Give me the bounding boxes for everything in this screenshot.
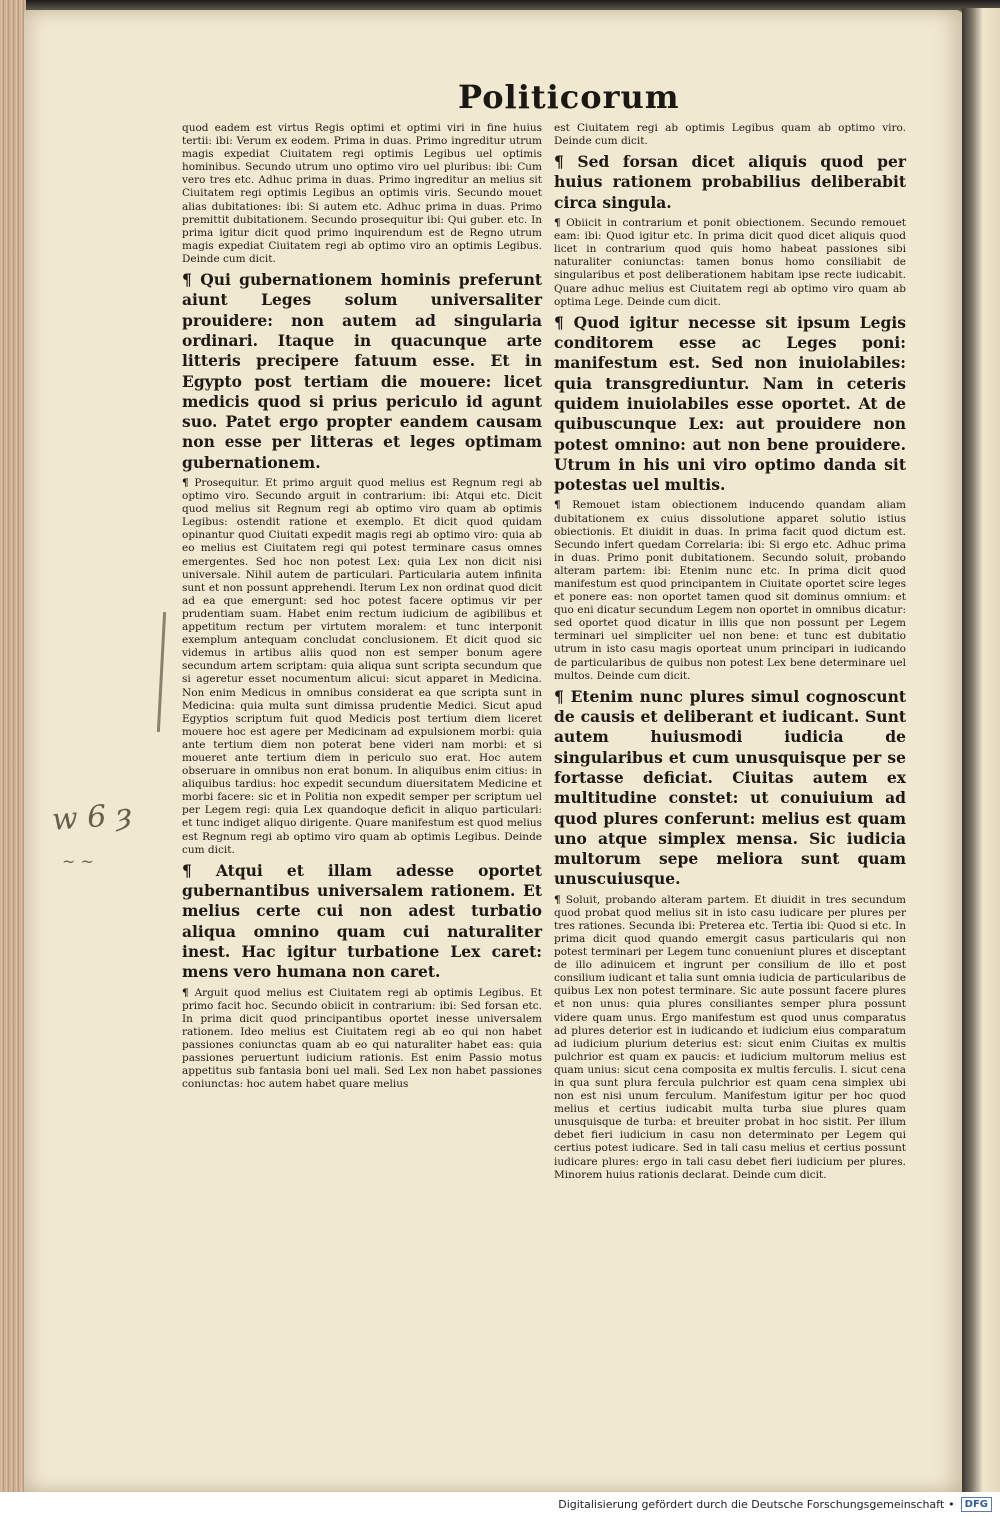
left-text-column xyxy=(182,122,542,1095)
credit-bullet: • xyxy=(948,1497,955,1511)
right-text-column xyxy=(554,122,906,1186)
commentary-paragraph: ¶ Remouet istam obiectionem inducendo quandam aliam dubitationem ex cuius dissolutione apparet solutio istius obiectionis. Et diuidit in duas. In prima facit quod dictum est. Secundo infert quedam Correlaria: ibi: Si ergo etc. Adhuc prima in duas. Primo ponit dubitationem. Secundo soluit, probando alteram partem: ibi: Etenim nunc etc. In prima dicit quod manifestum est quod principantem in Ciuitate oportet scire leges et ponere eas: non oportet tamen quod sit dominus omnium: et quo eni dicatur secundum Legem non oportet in omnibus dicatur: sed oportet quod dicatur in illis que non possunt per Legem terminari uel simpliciter uel non bene: et tunc est dubitatio utrum in isto casu magis oporteat unum principari in iudicando de particularibus de quibus non potest Lex bene determinare uel multos. Deinde cum dicit. xyxy=(554,499,906,682)
commentary-paragraph: est Ciuitatem regi ab optimis Legibus quam ab optimo viro. Deinde cum dicit. xyxy=(554,122,906,148)
digitization-credit-bar xyxy=(0,1492,1000,1516)
dfg-logo: DFG xyxy=(961,1497,992,1512)
main-text-paragraph: ¶ Qui gubernationem hominis preferunt aiunt Leges solum universaliter prouidere: non autem ad singularia ordinari. Itaque in quacunque arte litteris precipere fatuum esse. Et in Egypto post tertiam die mouere: licet medicis quod si prius periculo id agunt suo. Patet ergo propter eandem causam non esse per litteras et leges optimam gubernationem. xyxy=(182,270,542,472)
running-head: Politicorum xyxy=(458,78,680,116)
main-text-paragraph: ¶ Sed forsan dicet aliquis quod per huius rationem probabilius deliberabit circa singula. xyxy=(554,152,906,212)
commentary-paragraph: ¶ Prosequitur. Et primo arguit quod melius est Regnum regi ab optimo viro. Secundo arguit in contrarium: ibi: Atqui etc. Dicit quod melius sit Regnum regi ab optimo viro quam ab optimis Legibus: ostendit ratione et exemplo. Et dicit quod quidam opinantur quod Ciuitati expedit magis regi ab optimo viro: quia ab eo melius est Ciuitatem regi qui potest terminare casus omnes emergentes. Sed hoc non potest Lex: quia Lex non dicit nisi universale. Nihil autem de particulari. Particularia autem infinita sunt et non possunt apprehendi. Iterum Lex non ordinat quod dicit ad ea que emergunt: sed hoc potest facere optimus vir per prudentiam suam. Habet enim rectum iudicium de agibilibus et appetitum rectum per virtutem moralem: et tunc interponit exemplum antequam concludat conclusionem. Et dicit quod sic videmus in artibus aliis quod non est semper bonum agere secundum artem scriptam: quia aliqua sunt scripta secundum que si ageretur esset nocumentum alicui: sicut apparet in Medicina. Non enim Medicus in omnibus considerat ea que scripta sunt in Medicina: quia multa sunt dimissa prudentie Medici. Sicut apud Egyptios scriptum fuit quod Medicis post tertium diem liceret mouere hoc est agere per Medicinam ad expulsionem morbi: quia ante tertium diem non poterat bene videri nam morbi: et si moueret ante tertium diem in periculo suo erat. Hoc autem obseruare in omnibus non erat bonum. In aliquibus enim citius: in aliquibus tardius: hoc expedit secundum diuersitatem Medicine et morbi facere: sic et in Politia non expedit semper per scriptum uel per Legem regi: quia Lex quandoque deficit in aliquo particulari: et tunc indiget aliquo dirigente. Quare manifestum est quod melius est Regnum regi ab optimo viro quam ab optimis Legibus. Deinde cum dicit. xyxy=(182,477,542,856)
main-text-paragraph: ¶ Quod igitur necesse sit ipsum Legis conditorem esse ac Leges poni: manifestum est. Sed non inuiolabiles: quia transgrediuntur. Nam in ceteris quidem inuiolabiles esse oportet. At de quibuscunque Lex: aut prouidere non potest omnino: aut non bene prouidere. Utrum in his uni viro optimo danda sit potestas uel multis. xyxy=(554,312,906,495)
paragraph-mark: ¶ xyxy=(554,217,561,230)
credit-text: Digitalisierung gefördert durch die Deutsche Forschungsgemeinschaft xyxy=(558,1497,945,1511)
paragraph-mark: ¶ xyxy=(182,986,189,999)
paragraph-mark: ¶ xyxy=(554,686,564,706)
main-text-paragraph: ¶ Atqui et illam adesse oportet gubernantibus universalem rationem. Et melius certe cui non adest turbatio aliqua omnino quam cui naturaliter inest. Hac igitur turbatione Lex caret: mens vero humana non caret. xyxy=(182,860,542,982)
commentary-paragraph: ¶ Arguit quod melius est Ciuitatem regi ab optimis Legibus. Et primo facit hoc. Secundo obiicit in contrarium: ibi: Sed forsan etc. In prima dicit quod principantibus oportet inesse universalem rationem. Ideo melius est Ciuitatem regi ab eo qui non habet passiones coniunctas quam ab eo qui naturaliter habet eas: quia passiones peruertunt iudicium rationis. Est enim Passio motus appetitus sub fantasia boni uel mali. Sed Lex non habet passiones coniunctas: hoc autem habet quare melius xyxy=(182,986,542,1091)
main-text-paragraph: ¶ Etenim nunc plures simul cognoscunt de causis et deliberant et iudicant. Sunt autem huiusmodi iudicia de singularibus et cum unusquisque per se fortasse deficiat. Ciuitas autem ex multitudine constet: ut conuiuium ad quod plures conferunt: melius est quam uno atque simplex mensa. Sic iudicia multorum sepe meliora sunt quam unuscuiusque. xyxy=(554,686,906,889)
page-stack-edge xyxy=(0,0,26,1492)
commentary-paragraph: quod eadem est virtus Regis optimi et optimi viri in fine huius tertii: ibi: Verum ex eodem. Prima in duas. Primo ingreditur utrum magis expediat Ciuitatem regi optimis Legibus uel optimis hominibus. Secundo utrum uno optimo viro uel pluribus: ibi: Cum vero tres etc. Adhuc prima in duas. Primo ingreditur an melius sit Ciuitatem regi optimis Legibus an optimis viris. Secundo mouet alias dubitationes: ibi: Si autem etc. Adhuc prima in duas. Primo premittit dubitationem. Secundo prosequitur ibi: Qui guber. etc. In prima igitur dicit quod primo inquirendum est de Regno utrum magis expediat Ciuitatem regi ab optimo viro an optimis Legibus. Deinde cum dicit. xyxy=(182,122,542,265)
paragraph-mark: ¶ xyxy=(182,860,192,880)
commentary-paragraph: ¶ Obiicit in contrarium et ponit obiectionem. Secundo remouet eam: ibi: Quod igitur etc. In prima dicit quod dicet aliquis quod licet in contrarium quod quis homo habeat passiones sibi naturaliter coniunctas: tamen bonus homo consiliabit de singularibus et post deliberationem habitam ipse recte iudicabit. Quare adhuc melius est Ciuitatem regi ab optimo viro quam ab optima Lege. Deinde cum dicit. xyxy=(554,217,906,308)
paragraph-mark: ¶ xyxy=(554,893,561,906)
paragraph-mark: ¶ xyxy=(182,477,189,489)
paragraph-mark: ¶ xyxy=(182,270,192,290)
book-gutter xyxy=(962,8,1000,1492)
paragraph-mark: ¶ xyxy=(554,152,564,172)
handwritten-margin-note: ~ ~ xyxy=(62,852,94,871)
paragraph-mark: ¶ xyxy=(554,312,564,332)
handwritten-margin-note: w 6 ȝ xyxy=(50,797,133,838)
paragraph-mark: ¶ xyxy=(554,499,561,512)
commentary-paragraph: ¶ Soluit, probando alteram partem. Et diuidit in tres secundum quod probat quod melius sit in isto casu iudicare per plures per tres rationes. Secunda ibi: Preterea etc. Tertia ibi: Quod si etc. In prima dicit quod quando emergit casus particularis qui non potest terminari per Legem tunc conueniunt plures et disceptant de illo adinuicem et ingrunt per consilium de illo et post consilium iudicant et talia sunt omnia iudicia de particularibus de quibus Lex non potest terminare. Sic aute possunt facere plures et non unus: quia plures consiliantes semper plura possunt videre quam unus. Ergo manifestum est quod unus comparatus ad plures deterior est in iudicando et iudicium eius comparatum ad iudicium plurium deterius est: sicut enim Ciuitas ex multis pulchrior est quam ex paucis: et iudicium multorum melius est quam unius: sicut cena composita ex multis ferculis. I. sicut cena in qua sunt plura fercula pulchrior est quam cena simplex ubi non est nisi unum ferculum. Manifestum igitur per hoc quod melius et certius iudicabit multa turba siue plures quam unusquisque de turba: et breuiter probat in hoc sistit. Per illum debet fieri iudicium in casu non determinato per Legem qui certius potest iudicare. Sed in tali casu melius et certius possunt iudicare plures: ergo in tali casu debet fieri iudicium per plures. Minorem huius rationis declarat. Deinde cum dicit. xyxy=(554,893,906,1181)
